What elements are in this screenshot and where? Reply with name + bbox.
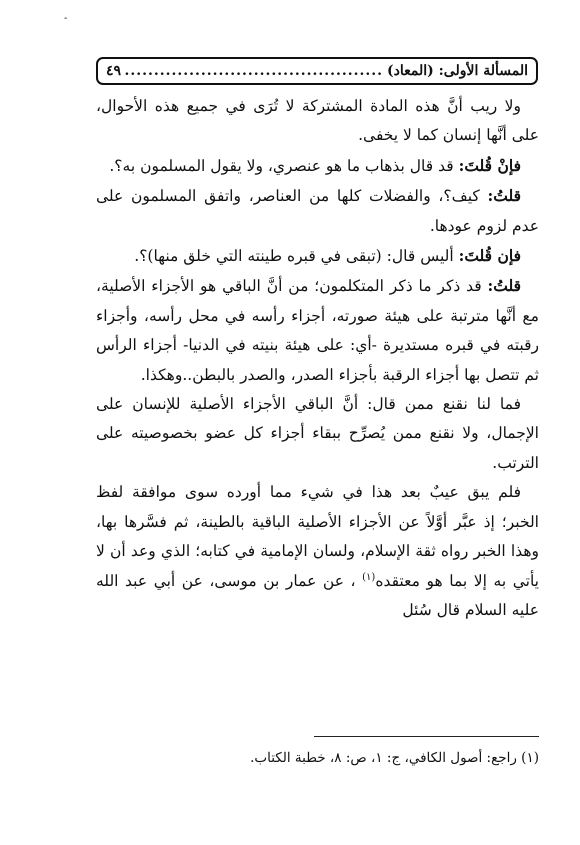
paragraph-lead: قلتُ: (487, 186, 521, 206)
page-number: ٤٩ (106, 63, 122, 79)
paragraph-2 (96, 151, 539, 181)
page-header (96, 57, 538, 85)
paragraph-lead: قلتُ: (487, 276, 521, 296)
paragraph-text: قد ذكر ما ذكر المتكلمون؛ من أنَّ الباقي هو الأجزاء الأصلية، مع أنَّها مترتبة على هيئة صورته، أجزاء رأسه في محل رأسه، وأجزاء رقبته في قبره مستديرة -أي: على هيئة بنيته في الدنيا- أجزاء الرأس ثم تتصل بها أجزاء الرقبة بأجزاء الصدر، والصدر بالبطن..وهكذا. (96, 277, 539, 384)
body-text (96, 92, 539, 625)
paragraph-lead: فإنْ قُلتَ: (458, 155, 521, 175)
paragraph-lead: فإن قُلتَ: (458, 246, 521, 266)
paragraph-1 (96, 92, 539, 151)
paragraph-text: أليس قال: (تبقى في قبره طينته التي خلق منها)؟. (134, 247, 459, 266)
paragraph-7 (96, 478, 539, 625)
paragraph-text: فلم يبق عيبٌ بعد هذا في شيء مما أورده سوى موافقة لفظ الخبر؛ إذ عبَّر أوَّلاً عن الأجزاء الأصلية الباقية بالطينة، ثم فسَّرها بها، وهذا الخبر رواه ثقة الإسلام، ولسان الإمامية في كتابه؛ الذي وعد أن لا يأتي به إلا بما هو معتقده (96, 483, 539, 590)
paragraph-text: ولا ريب أنَّ هذه المادة المشتركة لا تُرَى في جميع هذه الأحوال، على أنَّها إنسان كما لا يخفى. (96, 97, 539, 145)
paragraph-6 (96, 390, 539, 478)
paragraph-4 (96, 241, 539, 271)
paragraph-text-tail: ، عن عمار بن موسى، عن أبي عبد الله عليه السلام قال سُئل (96, 571, 539, 619)
paragraph-5 (96, 271, 539, 390)
paragraph-text: فما لنا نقنع ممن قال: أنَّ الباقي الأجزاء الأصلية للإنسان على الإجمال، ولا نقنع ممن يُصرِّح ببقاء أجزاء كل عضو بخصوصيته على الترتب. (96, 395, 539, 472)
paragraph-3 (96, 181, 539, 241)
header-title: المسألة الأولى: (المعاد) (386, 63, 528, 79)
header-leader-dots (125, 63, 383, 79)
paragraph-text: قد قال بذهاب ما هو عنصري، ولا يقول المسلمون به؟. (109, 156, 459, 175)
corner-mark: - (64, 13, 68, 24)
footnote-divider (314, 736, 539, 737)
footnote-reference[interactable]: (١) (362, 571, 376, 583)
footnote: (١) راجع: أصول الكافي، ج: ١، ص: ٨، خطبة الكتاب. (250, 750, 539, 766)
paragraph-text: كيف؟، والفضلات كلها من العناصر، واتفق المسلمون على عدم لزوم عودها. (96, 187, 539, 235)
